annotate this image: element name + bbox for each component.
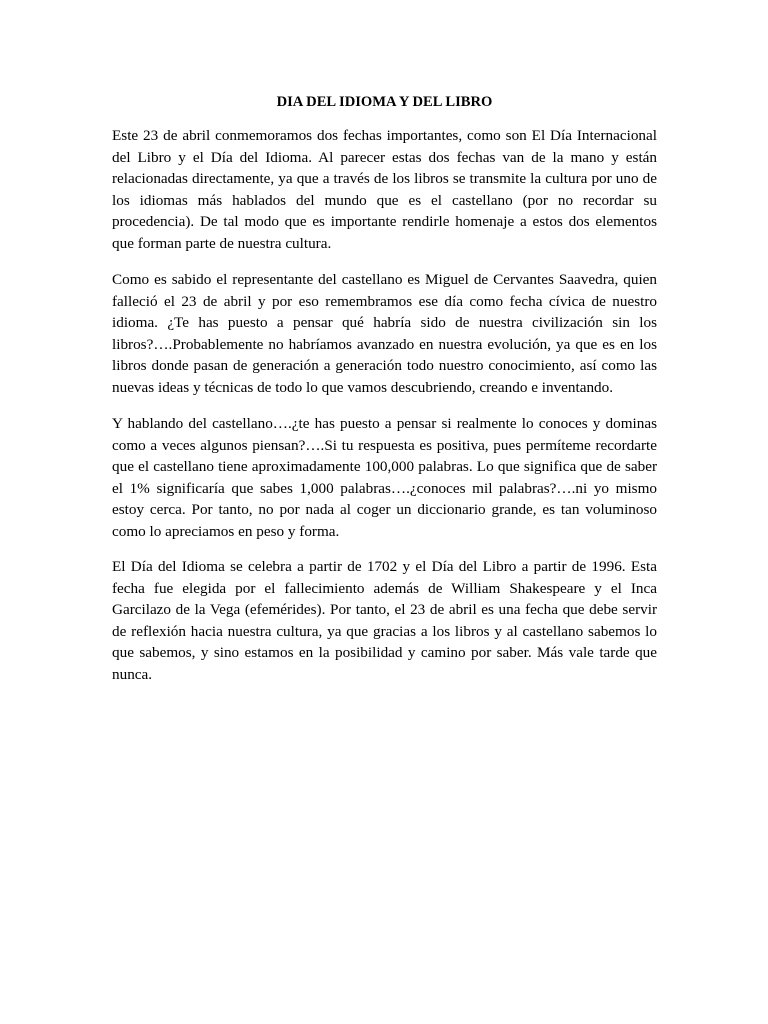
paragraph-1: Este 23 de abril conmemoramos dos fechas importantes, como son El Día Internacional del Libro y el Día del Idioma. Al parecer estas dos fechas van de la mano y están relacionadas directamente, ya que a través de los libros se transmite la cultura por uno de los idiomas más hablados del mundo que es el castellano (por no recordar su procedencia). De tal modo que es importante rendirle homenaje a estos dos elementos que forman parte de nuestra cultura. xyxy=(112,127,657,252)
paragraph-3: Y hablando del castellano….¿te has puesto a pensar si realmente lo conoces y dominas como a veces algunos piensan?….Si tu respuesta es positiva, pues permíteme recordarte que el castellano tiene aproximadamente 100,000 palabras. Lo que significa que de saber el 1% significaría que sabes 1,000 palabras….¿conoces mil palabras?….ni yo mismo estoy cerca. Por tanto, no por nada al coger un diccionario grande, es tan voluminoso como lo apreciamos en peso y forma. xyxy=(112,415,657,540)
document-title: DIA DEL IDIOMA Y DEL LIBRO xyxy=(276,94,493,110)
paragraph-2: Como es sabido el representante del castellano es Miguel de Cervantes Saavedra, quien falleció el 23 de abril y por eso remembramos ese día como fecha cívica de nuestro idioma. ¿Te has puesto a pensar qué habría sido de nuestra civilización sin los libros?….Probablemente no habríamos avanzado en nuestra evolución, ya que es en los libros donde pasan de generación a generación todo nuestro conocimiento, así como las nuevas ideas y técnicas de todo lo que vamos descubriendo, creando e inventando. xyxy=(112,271,657,396)
paragraph-4: El Día del Idioma se celebra a partir de 1702 y el Día del Libro a partir de 1996. Esta fecha fue elegida por el fallecimiento además de William Shakespeare y el Inca Garcilazo de la Vega (efemérides). Por tanto, el 23 de abril es una fecha que debe servir de reflexión hacia nuestra cultura, ya que gracias a los libros y al castellano sabemos lo que sabemos, y sino estamos en la posibilidad y camino por saber. Más vale tarde que nunca. xyxy=(112,558,657,683)
